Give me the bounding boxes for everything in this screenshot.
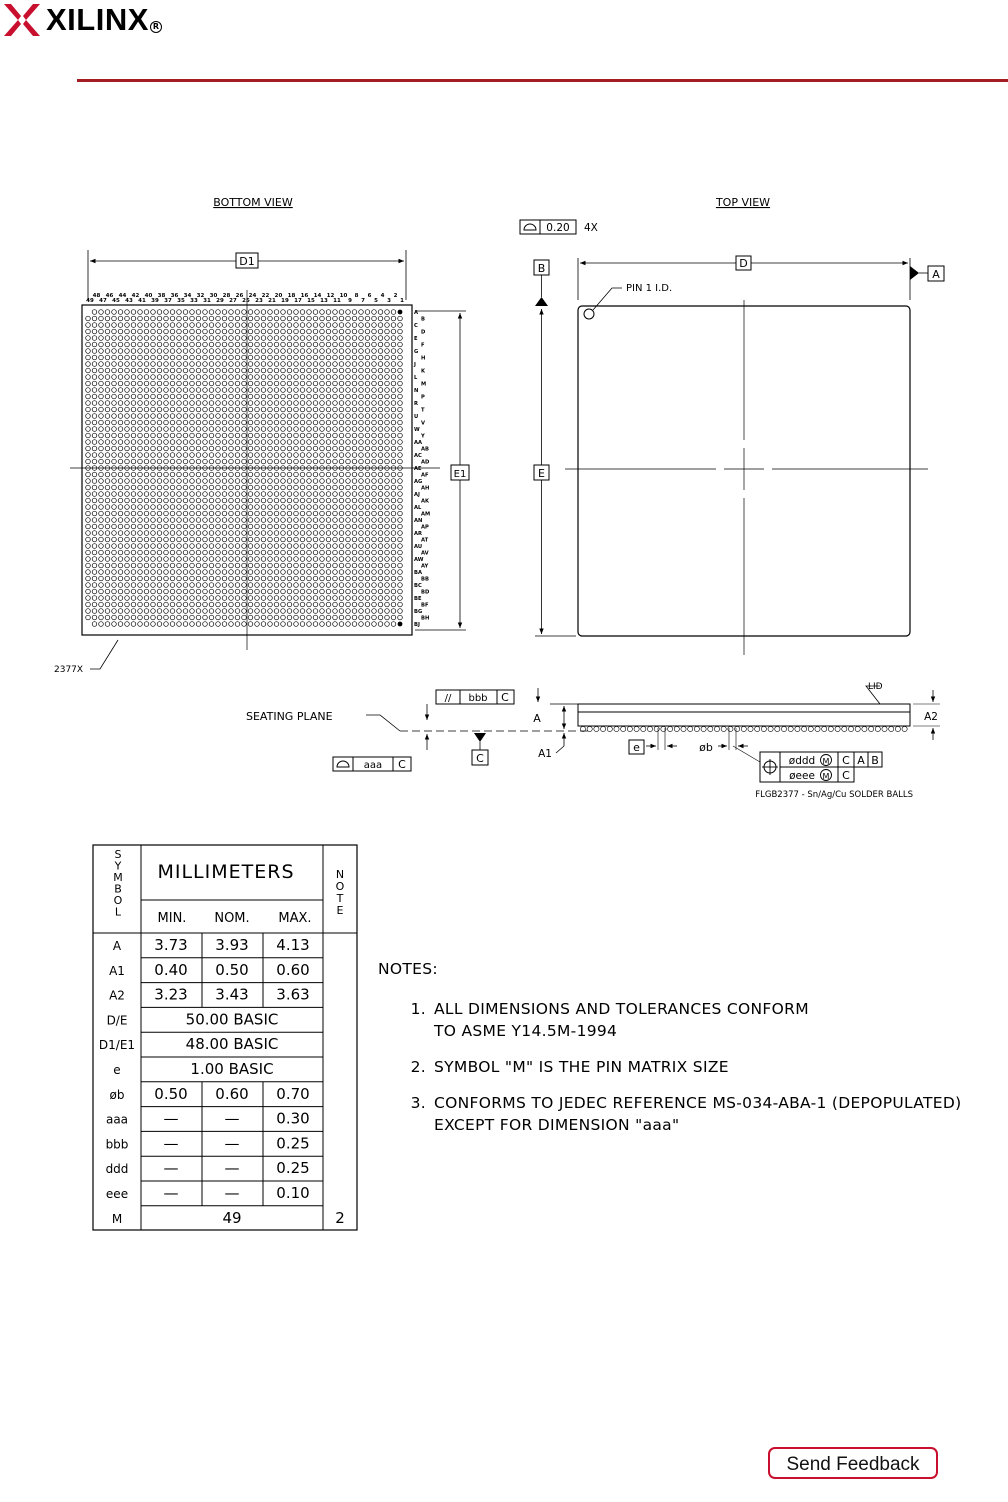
row-letter: R bbox=[414, 401, 418, 407]
row-letter: AE bbox=[414, 466, 422, 472]
side-ball bbox=[714, 726, 719, 731]
column-number: 6 bbox=[367, 293, 372, 299]
symbol-header-letter: S bbox=[114, 848, 122, 861]
row-min: 3.23 bbox=[154, 985, 188, 1004]
row-max: 0.25 bbox=[276, 1134, 310, 1153]
row-letter: BE bbox=[414, 596, 422, 602]
side-ball bbox=[708, 726, 713, 731]
column-number: 20 bbox=[274, 293, 283, 299]
column-number: 34 bbox=[183, 293, 192, 299]
column-number: 12 bbox=[326, 293, 335, 299]
side-ball bbox=[688, 726, 693, 731]
column-number: 32 bbox=[196, 293, 205, 299]
column-number: 43 bbox=[125, 298, 133, 304]
column-number: 28 bbox=[222, 293, 231, 299]
column-number: 9 bbox=[348, 298, 352, 304]
side-ball bbox=[808, 726, 813, 731]
column-number: 19 bbox=[281, 298, 289, 304]
side-ball bbox=[614, 726, 619, 731]
datum-a: A bbox=[932, 268, 940, 281]
side-ball bbox=[587, 726, 592, 731]
column-number: 41 bbox=[138, 298, 146, 304]
column-number: 15 bbox=[307, 298, 315, 304]
ball bbox=[398, 310, 403, 315]
row-letter: A bbox=[414, 310, 419, 316]
side-ball bbox=[822, 726, 827, 731]
note-header-letter: E bbox=[336, 904, 344, 917]
side-ball bbox=[748, 726, 753, 731]
row-min: — bbox=[163, 1134, 179, 1153]
row-letter: D bbox=[421, 329, 426, 336]
row-letter: T bbox=[421, 407, 425, 414]
side-ball bbox=[701, 726, 706, 731]
bottom-view-title: BOTTOM VIEW bbox=[213, 196, 293, 209]
side-ball bbox=[647, 726, 652, 731]
column-number: 2 bbox=[393, 293, 398, 299]
side-ball bbox=[607, 726, 612, 731]
note-text: ALL DIMENSIONS AND TOLERANCES CONFORM bbox=[434, 1000, 809, 1018]
bbb-value: bbb bbox=[468, 693, 488, 704]
ball bbox=[398, 622, 403, 627]
units-header: MILLIMETERS bbox=[157, 861, 295, 883]
row-letter: AD bbox=[421, 459, 430, 466]
row-letter: W bbox=[414, 427, 420, 433]
row-min: — bbox=[163, 1184, 179, 1202]
side-ball bbox=[788, 726, 793, 731]
row-letter: AW bbox=[414, 557, 424, 563]
datum-c: C bbox=[476, 752, 484, 765]
row-min: 0.50 bbox=[154, 1084, 188, 1103]
row-nom: — bbox=[224, 1134, 240, 1153]
datum-b: B bbox=[537, 262, 546, 275]
side-ball bbox=[862, 726, 867, 731]
column-number: 16 bbox=[300, 293, 309, 299]
table-row bbox=[99, 1035, 278, 1053]
row-letter: V bbox=[421, 420, 426, 427]
note-number: 3. bbox=[410, 1094, 426, 1112]
row-max: 3.63 bbox=[276, 985, 310, 1004]
note-header-letter: T bbox=[336, 892, 344, 905]
column-number: 39 bbox=[151, 298, 159, 304]
row-letter: AC bbox=[414, 453, 422, 459]
row-letter: K bbox=[421, 368, 426, 375]
symbol-header-letter: M bbox=[113, 871, 123, 884]
side-ball bbox=[674, 726, 679, 731]
row-letter: AU bbox=[414, 544, 423, 550]
row-symbol: D1/E1 bbox=[98, 1038, 136, 1053]
parallel-symbol: // bbox=[444, 693, 452, 704]
row-nom: 0.60 bbox=[215, 1084, 249, 1103]
side-ball bbox=[601, 726, 606, 731]
column-number: 7 bbox=[361, 298, 365, 304]
row-symbol: ddd bbox=[105, 1162, 129, 1177]
row-letter: Y bbox=[421, 433, 425, 440]
side-ball bbox=[641, 726, 646, 731]
column-number: 24 bbox=[248, 293, 257, 299]
ball-dia-label: øb bbox=[699, 741, 713, 754]
notes-section bbox=[378, 960, 978, 1150]
side-ball bbox=[594, 726, 599, 731]
row-letter: AT bbox=[421, 537, 429, 544]
side-ball bbox=[869, 726, 874, 731]
column-number: 49 bbox=[86, 298, 94, 304]
e1-label: E1 bbox=[453, 469, 467, 480]
flatness-count: 4X bbox=[584, 222, 598, 234]
side-ball bbox=[694, 726, 699, 731]
row-letter: AV bbox=[421, 550, 429, 557]
aaa-value: aaa bbox=[363, 760, 383, 771]
side-ball bbox=[902, 726, 907, 731]
column-number: 48 bbox=[92, 293, 101, 299]
column-number: 33 bbox=[190, 298, 198, 304]
note-text: SYMBOL "M" IS THE PIN MATRIX SIZE bbox=[434, 1058, 729, 1076]
column-number: 13 bbox=[320, 298, 328, 304]
row-letter: AF bbox=[421, 472, 429, 479]
dim-e-label: E bbox=[538, 467, 545, 480]
row-letter: F bbox=[421, 342, 425, 349]
side-ball bbox=[781, 726, 786, 731]
row-letter: AK bbox=[421, 498, 430, 505]
side-ball bbox=[835, 726, 840, 731]
row-nom: 0.50 bbox=[215, 960, 249, 979]
row-letters bbox=[413, 310, 430, 628]
column-number: 4 bbox=[380, 293, 385, 299]
pin1-label: PIN 1 I.D. bbox=[626, 283, 673, 294]
column-number: 17 bbox=[294, 298, 302, 304]
row-letter: B bbox=[421, 316, 425, 323]
side-ball bbox=[795, 726, 800, 731]
column-number: 36 bbox=[170, 293, 179, 299]
row-symbol: M bbox=[111, 1211, 123, 1226]
side-ball bbox=[848, 726, 853, 731]
row-letter: J bbox=[414, 362, 416, 368]
column-number: 44 bbox=[118, 293, 127, 299]
row-symbol: e bbox=[113, 1063, 121, 1077]
row-note: 2 bbox=[335, 1208, 345, 1227]
note-number: 1. bbox=[410, 1000, 426, 1018]
side-ball bbox=[721, 726, 726, 731]
pos-datum-b: B bbox=[871, 754, 879, 767]
mmc-2: M bbox=[822, 772, 830, 781]
row-nom: 3.93 bbox=[215, 936, 249, 954]
column-numbers bbox=[86, 293, 404, 304]
side-ball bbox=[802, 726, 807, 731]
row-symbol: øb bbox=[109, 1087, 125, 1102]
side-ball bbox=[681, 726, 686, 731]
column-number: 21 bbox=[268, 298, 276, 304]
row-max: 0.60 bbox=[276, 960, 310, 979]
lid-label: LID bbox=[868, 682, 883, 692]
row-letter: AB bbox=[421, 446, 429, 453]
row-span-value: 50.00 BASIC bbox=[185, 1010, 279, 1029]
brand-name: XILINX bbox=[46, 2, 149, 37]
col-nom-header: NOM. bbox=[214, 911, 250, 926]
top-view-title: TOP VIEW bbox=[715, 196, 771, 209]
side-ball bbox=[755, 726, 760, 731]
side-ball bbox=[889, 726, 894, 731]
row-letter: P bbox=[421, 394, 425, 401]
pos-datum-a: A bbox=[857, 754, 865, 767]
pitch-label: e bbox=[633, 741, 640, 754]
registered-mark: R bbox=[150, 21, 162, 33]
column-number: 14 bbox=[313, 293, 322, 299]
row-min: 3.73 bbox=[154, 936, 188, 954]
dimension-table bbox=[93, 845, 357, 1230]
side-ball bbox=[882, 726, 887, 731]
row-letter: AY bbox=[421, 563, 429, 570]
column-number: 27 bbox=[229, 298, 237, 304]
column-number: 30 bbox=[209, 293, 218, 299]
row-letter: BH bbox=[421, 615, 430, 622]
row-max: 0.25 bbox=[276, 1159, 310, 1178]
row-symbol: bbb bbox=[105, 1137, 129, 1152]
row-letter: AG bbox=[414, 479, 423, 485]
row-max: 0.30 bbox=[276, 1109, 310, 1128]
row-nom: — bbox=[224, 1109, 240, 1128]
row-letter: BJ bbox=[414, 622, 420, 628]
row-letter: BF bbox=[421, 602, 429, 609]
side-ball bbox=[735, 726, 740, 731]
note-item bbox=[378, 998, 978, 1042]
row-letter: AM bbox=[421, 511, 431, 518]
column-number: 37 bbox=[164, 298, 172, 304]
pos2-datum-c: C bbox=[842, 769, 850, 782]
side-ball bbox=[842, 726, 847, 731]
dim-a1-label: A1 bbox=[538, 748, 552, 760]
column-number: 11 bbox=[333, 298, 341, 304]
row-symbol: D/E bbox=[106, 1013, 128, 1028]
note-item bbox=[378, 1056, 978, 1078]
col-max-header: MAX. bbox=[278, 911, 312, 926]
note-text-line2: TO ASME Y14.5M-1994 bbox=[434, 1022, 618, 1040]
side-ball bbox=[828, 726, 833, 731]
row-min: 0.40 bbox=[154, 960, 188, 979]
column-number: 31 bbox=[203, 298, 211, 304]
pos-tol-eee: øeee bbox=[789, 770, 815, 782]
bbb-datum: C bbox=[501, 691, 509, 704]
symbol-header-letter: O bbox=[113, 894, 123, 907]
side-ball bbox=[741, 726, 746, 731]
column-number: 46 bbox=[105, 293, 114, 299]
row-letter: AA bbox=[414, 440, 423, 446]
row-letter: AL bbox=[414, 505, 422, 511]
row-span-value: 1.00 BASIC bbox=[190, 1060, 274, 1078]
row-span-value: 48.00 BASIC bbox=[185, 1035, 279, 1054]
symbol-header-letter: Y bbox=[114, 859, 122, 873]
row-symbol: A bbox=[112, 939, 122, 953]
side-ball bbox=[728, 726, 733, 731]
row-min: — bbox=[163, 1109, 179, 1128]
column-number: 3 bbox=[387, 298, 391, 304]
row-letter: BD bbox=[421, 589, 430, 596]
column-number: 23 bbox=[255, 298, 263, 304]
column-number: 10 bbox=[339, 293, 348, 299]
row-letter: AP bbox=[421, 524, 429, 531]
note-text: CONFORMS TO JEDEC REFERENCE MS-034-ABA-1 (DEPOPULATED) bbox=[434, 1094, 962, 1112]
row-letter: C bbox=[414, 323, 418, 329]
flatness-value: 0.20 bbox=[546, 222, 570, 234]
side-ball bbox=[668, 726, 673, 731]
column-number: 35 bbox=[177, 298, 185, 304]
row-letter: G bbox=[414, 349, 419, 355]
row-letter: E bbox=[414, 336, 418, 342]
balls-caption: FLGB2377 - Sn/Ag/Cu SOLDER BALLS bbox=[755, 790, 913, 800]
dim-a-label: A bbox=[533, 712, 541, 725]
row-max: 0.10 bbox=[276, 1184, 310, 1202]
seating-plane-label: SEATING PLANE bbox=[246, 710, 333, 723]
row-letter: N bbox=[414, 388, 419, 394]
row-letter: AH bbox=[421, 485, 430, 492]
send-feedback-button[interactable]: Send Feedback bbox=[768, 1447, 938, 1479]
column-number: 22 bbox=[261, 293, 270, 299]
side-ball bbox=[875, 726, 880, 731]
note-item bbox=[378, 1092, 978, 1136]
row-letter: BG bbox=[414, 609, 423, 615]
side-ball bbox=[654, 726, 659, 731]
column-number: 1 bbox=[400, 298, 404, 304]
row-letter: BA bbox=[414, 570, 422, 576]
row-letter: BB bbox=[421, 576, 429, 583]
column-number: 47 bbox=[99, 298, 107, 304]
column-number: 18 bbox=[287, 293, 296, 299]
column-number: 5 bbox=[374, 298, 378, 304]
row-nom: 3.43 bbox=[215, 985, 249, 1004]
side-ball bbox=[627, 726, 632, 731]
row-nom: — bbox=[224, 1184, 240, 1202]
d1-label: D1 bbox=[239, 255, 255, 268]
side-ball bbox=[634, 726, 639, 731]
row-letter: U bbox=[414, 414, 419, 420]
note-number: 2. bbox=[410, 1058, 426, 1076]
row-nom: — bbox=[224, 1159, 240, 1178]
row-max: 0.70 bbox=[276, 1084, 310, 1103]
row-letter: M bbox=[421, 381, 427, 388]
aaa-datum: C bbox=[398, 758, 406, 771]
note-header-letter: O bbox=[335, 880, 345, 893]
dim-a2-label: A2 bbox=[924, 711, 938, 723]
ball-count-label: 2377X bbox=[54, 665, 84, 675]
pos-tol-ddd: øddd bbox=[788, 755, 816, 767]
note-text-line2: EXCEPT FOR DIMENSION "aaa" bbox=[434, 1116, 680, 1134]
column-number: 26 bbox=[235, 293, 244, 299]
side-ball bbox=[621, 726, 626, 731]
pos-datum-c: C bbox=[842, 754, 850, 767]
column-number: 25 bbox=[242, 298, 250, 304]
dim-d-label: D bbox=[739, 257, 748, 270]
column-number: 8 bbox=[354, 293, 359, 299]
row-letter: AJ bbox=[414, 492, 420, 498]
mmc-1: M bbox=[822, 757, 830, 766]
side-ball bbox=[815, 726, 820, 731]
row-letter: AN bbox=[414, 518, 423, 524]
notes-heading: NOTES: bbox=[378, 960, 438, 978]
row-letter: H bbox=[421, 355, 426, 362]
row-symbol: eee bbox=[105, 1187, 129, 1201]
row-letter: AR bbox=[414, 531, 423, 537]
column-number: 45 bbox=[112, 298, 120, 304]
side-ball bbox=[768, 726, 773, 731]
note-header-letter: N bbox=[335, 868, 345, 881]
row-letter: L bbox=[414, 375, 418, 381]
column-number: 42 bbox=[131, 293, 140, 299]
side-ball bbox=[895, 726, 900, 731]
symbol-header-letter: L bbox=[114, 905, 122, 919]
row-symbol: A1 bbox=[109, 963, 125, 978]
row-span-value: 49 bbox=[222, 1208, 242, 1227]
column-number: 38 bbox=[157, 293, 166, 299]
column-number: 40 bbox=[144, 293, 153, 299]
note-header bbox=[336, 868, 345, 917]
row-max: 4.13 bbox=[276, 936, 310, 954]
side-ball bbox=[761, 726, 766, 731]
row-min: — bbox=[163, 1159, 179, 1178]
col-min-header: MIN. bbox=[157, 911, 187, 926]
row-symbol: aaa bbox=[105, 1112, 129, 1127]
side-solder-balls bbox=[580, 726, 907, 731]
row-letter: BC bbox=[414, 583, 422, 589]
symbol-header-letter: B bbox=[114, 882, 122, 896]
column-number: 29 bbox=[216, 298, 224, 304]
row-symbol: A2 bbox=[109, 988, 125, 1003]
side-ball bbox=[775, 726, 780, 731]
side-ball bbox=[855, 726, 860, 731]
